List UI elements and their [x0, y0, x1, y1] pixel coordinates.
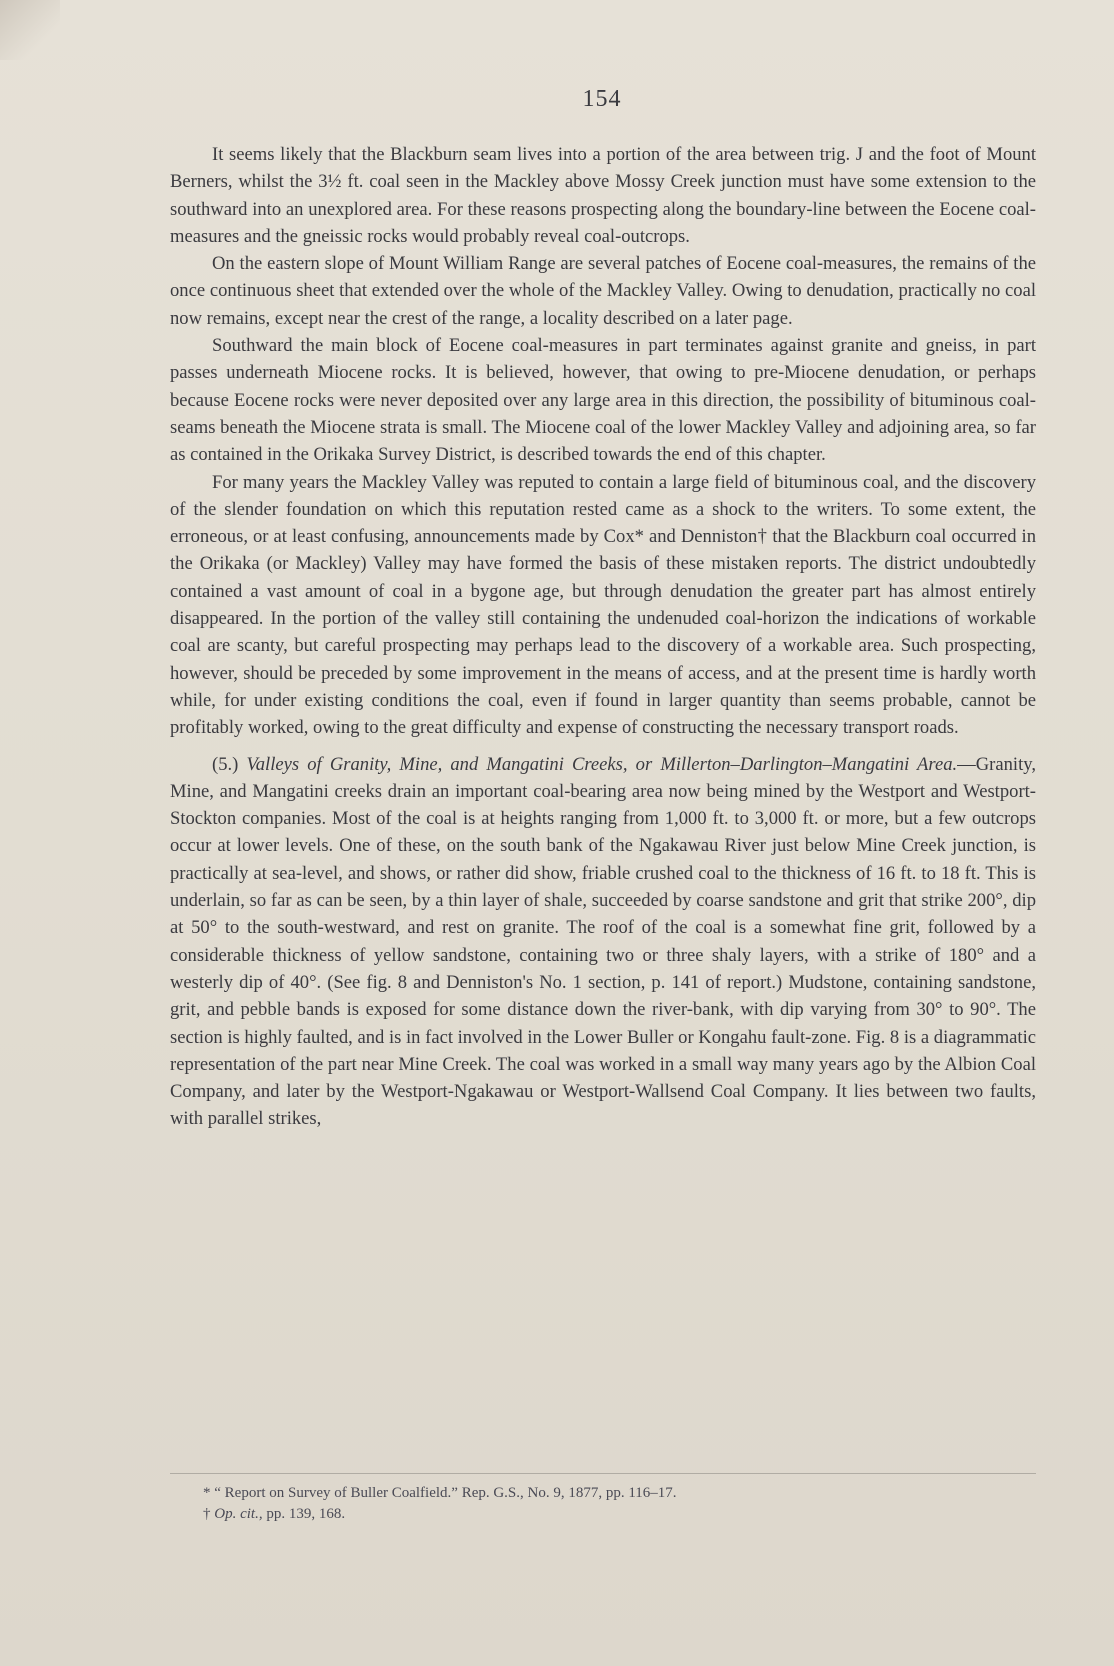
- paragraph: Southward the main block of Eocene coal-measures in part terminates against granite and gneiss, in part passes underneath Miocene rocks. It is believed, however, that owing to pre-Miocene denudation, or perhaps because Eocene rocks were never deposited over any large area in this direction, the possibility of bituminous coal-seams beneath the Miocene strata is small. The Miocene coal of the lower Mackley Valley and adjoining area, so far as contained in the Orikaka Survey District, is described towards the end of this chapter.: [170, 335, 1036, 466]
- footnote-mark: †: [203, 1506, 215, 1522]
- section-number: (5.): [212, 753, 239, 775]
- body-text: [170, 141, 1036, 1133]
- page-corner-shading: [0, 0, 60, 60]
- footnote-divider: [170, 1473, 1036, 1474]
- footnotes: [203, 1483, 1003, 1525]
- section-text: —Granity, Mine, and Mangatini creeks drain an important coal-bearing area now being mined by the Westport and Westport-Stockton companies. Most of the coal is at heights ranging from 1,000 ft. to 3,000 ft. or more, but a few outcrops occur at lower levels. One of these, on the south bank of the Ngakawau River just below Mine Creek junction, is practically at sea-level, and shows, or rather did show, friable crushed coal to the thickness of 16 ft. to 18 ft. This is underlain, so far as can be seen, by a thin layer of shale, succeeded by coarse sandstone and grit that strike 200°, dip at 50° to the south-westward, and rest on granite. The roof of the coal is a somewhat fine grit, followed by a considerable thickness of yellow sandstone, containing two or three shaly layers, with a strike of 180° and a westerly dip of 40°. (See fig. 8 and Denniston's No. 1 section, p. 141 of report.) Mudstone, containing sandstone, grit, and pebble bands is exposed for some distance down the river-bank, with dip varying from 30° to 90°. The section is highly faulted, and is in fact involved in the Lower Buller or Kongahu fault-zone. Fig. 8 is a diagrammatic representation of the part near Mine Creek. The coal was worked in a small way many years ago by the Albion Coal Company, and later by the Westport-Ngakawau or Westport-Wallsend Coal Company. It lies between two faults, with parallel strikes,: [170, 753, 1036, 1130]
- footnote: [203, 1504, 1003, 1525]
- paragraph: It seems likely that the Blackburn seam lives into a portion of the area between trig. J and the foot of Mount Berners, whilst the 3½ ft. coal seen in the Mackley above Mossy Creek junction must have some extension to the southward into an unexplored area. For these reasons prospecting along the boundary-line between the Eocene coal-measures and the gneissic rocks would probably reveal coal-outcrops.: [170, 144, 1036, 247]
- footnote-pages: pp. 139, 168.: [262, 1506, 346, 1522]
- paragraph: For many years the Mackley Valley was reputed to contain a large field of bituminous coal, and the discovery of the slender foundation on which this reputation rested came as a shock to the writers. To some extent, the erroneous, or at least confusing, announcements made by Cox* and Denniston† that the Blackburn coal occurred in the Orikaka (or Mackley) Valley may have formed the basis of these mistaken reports. The district undoubtedly contained a vast amount of coal in a bygone age, but through denudation the greater part has almost entirely disappeared. In the portion of the valley still containing the undenuded coal-horizon the indications of workable coal are scanty, but careful prospecting may perhaps lead to the discovery of a workable area. Such prospecting, however, should be preceded by some improvement in the means of access, and at the present time is hardly worth while, for under existing conditions the coal, even if found in larger quantity than seems probable, cannot be profitably worked, owing to the great difficulty and expense of constructing the necessary transport roads.: [170, 471, 1036, 739]
- page-number: 154: [582, 86, 622, 112]
- footnote-citation-italic: Op. cit.,: [214, 1506, 263, 1522]
- section-paragraph: [170, 751, 1036, 1133]
- section-heading: Valleys of Granity, Mine, and Mangatini Creeks, or Millerton–Darlington–Mangatini Area.: [246, 753, 958, 775]
- footnote: * “ Report on Survey of Buller Coalfield.” Rep. G.S., No. 9, 1877, pp. 116–17.: [203, 1485, 677, 1501]
- paragraph: On the eastern slope of Mount William Range are several patches of Eocene coal-measures, the remains of the once continuous sheet that extended over the whole of the Mackley Valley. Owing to denudation, practically no coal now remains, except near the crest of the range, a locality described on a later page.: [170, 253, 1036, 329]
